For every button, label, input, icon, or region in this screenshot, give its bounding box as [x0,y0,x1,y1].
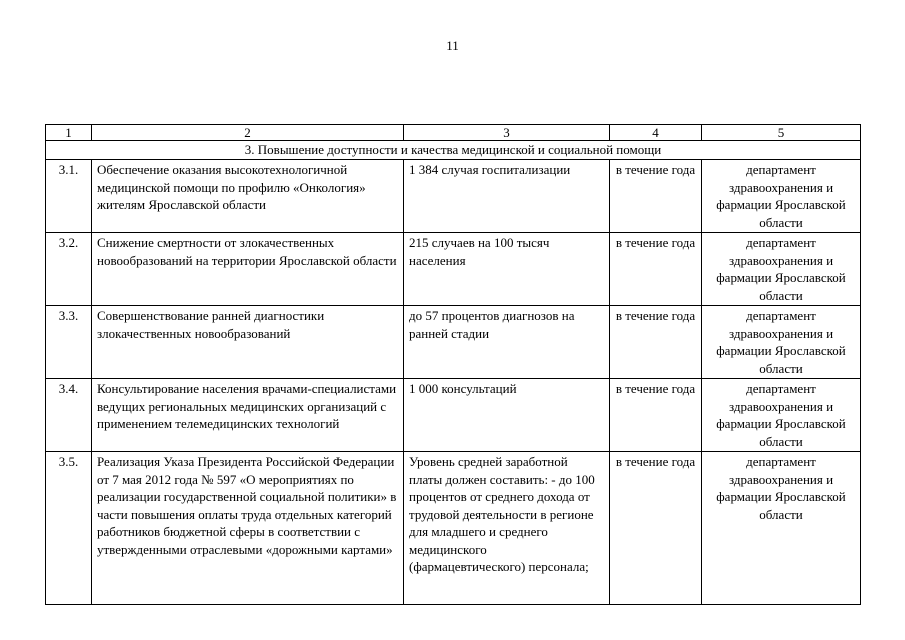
row-number: 3.1. [46,160,92,233]
executor-cell: департамент здравоохранения и фармации Ярославской области [702,160,861,233]
column-header: 5 [702,125,861,141]
term-cell: в течение года [610,233,702,306]
event-cell: Совершенствование ранней диагностики злокачественных новообразований [92,306,404,379]
table-row [46,160,861,233]
header-row [46,125,861,141]
measures-table [45,124,861,605]
indicator-cell: до 57 процентов диагнозов на ранней стадии [404,306,610,379]
term-cell: в течение года [610,306,702,379]
executor-cell: департамент здравоохранения и фармации Ярославской области [702,306,861,379]
term-cell: в течение года [610,452,702,605]
table-row [46,452,861,605]
page-number: 11 [446,38,459,53]
executor-cell: департамент здравоохранения и фармации Ярославской области [702,233,861,306]
column-header: 4 [610,125,702,141]
term-cell: в течение года [610,160,702,233]
indicator-cell: 1 384 случая госпитализации [404,160,610,233]
executor-cell: департамент здравоохранения и фармации Ярославской области [702,379,861,452]
row-number: 3.2. [46,233,92,306]
section-row [46,141,861,160]
executor-cell: департамент здравоохранения и фармации Ярославской области [702,452,861,605]
column-header: 3 [404,125,610,141]
row-number: 3.4. [46,379,92,452]
event-cell: Обеспечение оказания высокотехнологичной медицинской помощи по профилю «Онкология» жителям Ярославской области [92,160,404,233]
event-cell: Консультирование населения врачами-специалистами ведущих региональных медицинских организаций с применением телемедицинских технологий [92,379,404,452]
indicator-cell: 1 000 консультаций [404,379,610,452]
table-row [46,233,861,306]
table-row [46,306,861,379]
event-cell: Реализация Указа Президента Российской Федерации от 7 мая 2012 года № 597 «О мероприятиях по реализации государственной социальной политики» в части повышения оплаты труда отдельных категорий работников бюджетной сферы в соответствии с утвержденными отраслевыми «дорожными картами» [92,452,404,605]
section-title: 3. Повышение доступности и качества медицинской и социальной помощи [46,141,861,160]
indicator-cell: 215 случаев на 100 тысяч населения [404,233,610,306]
row-number: 3.3. [46,306,92,379]
term-cell: в течение года [610,379,702,452]
table-row [46,379,861,452]
indicator-cell: Уровень средней заработной платы должен составить: - до 100 процентов от среднего дохода от трудовой деятельности в регионе для младшего и среднего медицинского (фармацевтического) персонала; [404,452,610,605]
column-header: 2 [92,125,404,141]
row-number: 3.5. [46,452,92,605]
column-header: 1 [46,125,92,141]
event-cell: Снижение смертности от злокачественных новообразований на территории Ярославской области [92,233,404,306]
